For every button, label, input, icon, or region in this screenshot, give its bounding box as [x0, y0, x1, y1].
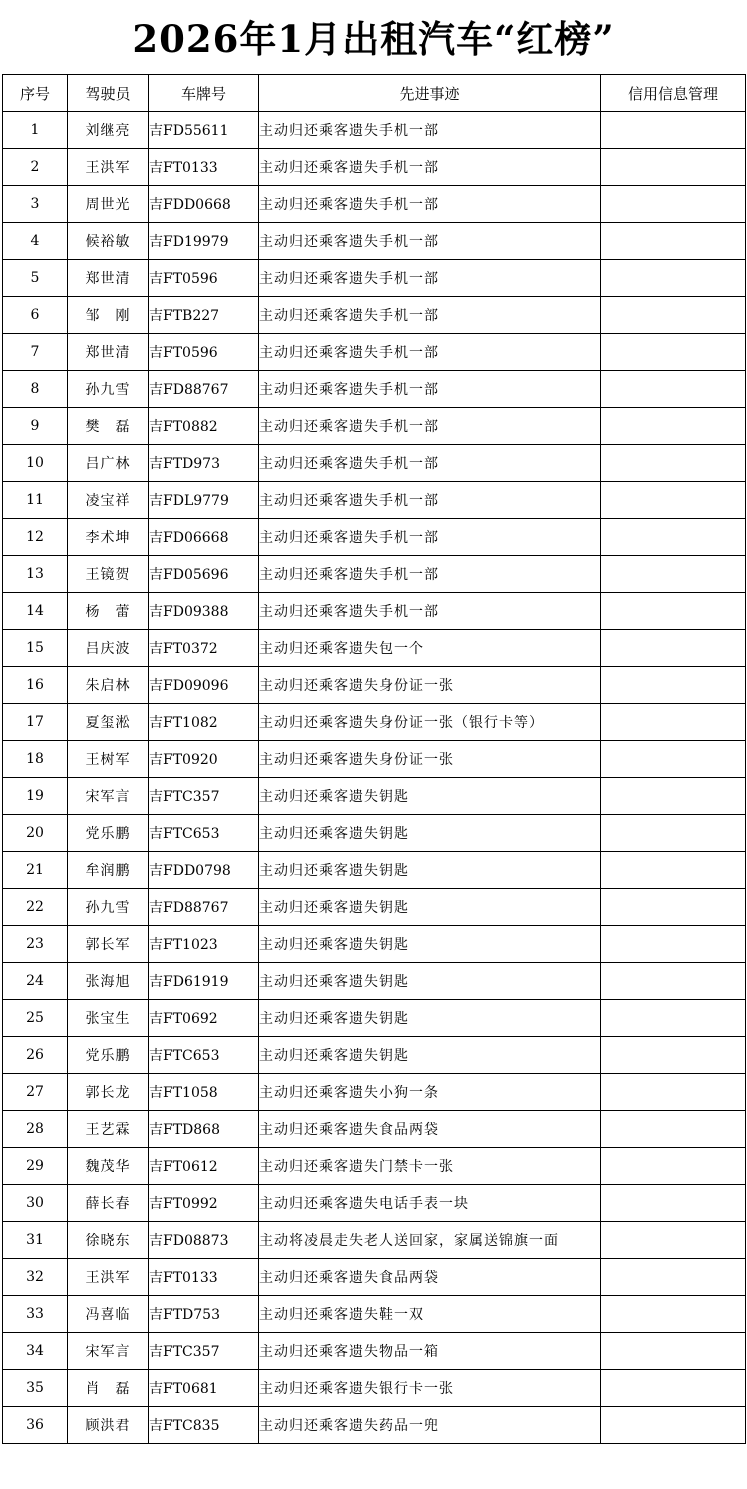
cell-credit-management: [601, 630, 746, 667]
cell-driver: 郑世清: [68, 260, 149, 297]
cell-plate-number: 吉FT0596: [149, 260, 259, 297]
table-row: [3, 260, 746, 297]
cell-good-deed: 主动归还乘客遗失钥匙: [259, 1000, 601, 1037]
cell-credit-management: [601, 741, 746, 778]
table-row: [3, 149, 746, 186]
cell-good-deed: 主动归还乘客遗失钥匙: [259, 926, 601, 963]
cell-plate-number: 吉FT0992: [149, 1185, 259, 1222]
cell-credit-management: [601, 112, 746, 149]
cell-plate-number: 吉FT0692: [149, 1000, 259, 1037]
cell-good-deed: 主动归还乘客遗失手机一部: [259, 593, 601, 630]
table-row: [3, 482, 746, 519]
cell-good-deed: 主动归还乘客遗失手机一部: [259, 223, 601, 260]
table-row: [3, 889, 746, 926]
cell-serial-number: 11: [3, 482, 68, 519]
cell-plate-number: 吉FT0133: [149, 1259, 259, 1296]
cell-driver: 王镜贺: [68, 556, 149, 593]
cell-credit-management: [601, 926, 746, 963]
table-row: [3, 1370, 746, 1407]
cell-good-deed: 主动将凌晨走失老人送回家，家属送锦旗一面: [259, 1222, 601, 1259]
cell-credit-management: [601, 593, 746, 630]
cell-good-deed: 主动归还乘客遗失物品一箱: [259, 1333, 601, 1370]
cell-plate-number: 吉FD88767: [149, 889, 259, 926]
table-row: [3, 741, 746, 778]
cell-driver: 邹 刚: [68, 297, 149, 334]
cell-good-deed: 主动归还乘客遗失包一个: [259, 630, 601, 667]
cell-serial-number: 9: [3, 408, 68, 445]
cell-good-deed: 主动归还乘客遗失手机一部: [259, 519, 601, 556]
table-row: [3, 112, 746, 149]
cell-serial-number: 32: [3, 1259, 68, 1296]
cell-plate-number: 吉FTD753: [149, 1296, 259, 1333]
cell-serial-number: 21: [3, 852, 68, 889]
cell-plate-number: 吉FTB227: [149, 297, 259, 334]
cell-credit-management: [601, 519, 746, 556]
cell-plate-number: 吉FT0133: [149, 149, 259, 186]
header-plate-number: 车牌号: [149, 75, 259, 112]
table-row: [3, 1185, 746, 1222]
cell-driver: 郭长军: [68, 926, 149, 963]
cell-good-deed: 主动归还乘客遗失手机一部: [259, 112, 601, 149]
cell-good-deed: 主动归还乘客遗失钥匙: [259, 963, 601, 1000]
table-row: [3, 519, 746, 556]
cell-plate-number: 吉FD19979: [149, 223, 259, 260]
table-row: [3, 445, 746, 482]
cell-good-deed: 主动归还乘客遗失手机一部: [259, 149, 601, 186]
cell-plate-number: 吉FT0681: [149, 1370, 259, 1407]
header-serial-number: 序号: [3, 75, 68, 112]
table-row: [3, 1296, 746, 1333]
cell-plate-number: 吉FT0882: [149, 408, 259, 445]
cell-good-deed: 主动归还乘客遗失身份证一张（银行卡等）: [259, 704, 601, 741]
cell-serial-number: 30: [3, 1185, 68, 1222]
table-body: [3, 112, 746, 1444]
cell-driver: 郑世清: [68, 334, 149, 371]
cell-serial-number: 4: [3, 223, 68, 260]
cell-driver: 薛长春: [68, 1185, 149, 1222]
cell-good-deed: 主动归还乘客遗失鞋一双: [259, 1296, 601, 1333]
cell-driver: 张海旭: [68, 963, 149, 1000]
cell-serial-number: 5: [3, 260, 68, 297]
cell-credit-management: [601, 963, 746, 1000]
cell-good-deed: 主动归还乘客遗失药品一兜: [259, 1407, 601, 1444]
cell-credit-management: [601, 778, 746, 815]
cell-credit-management: [601, 1037, 746, 1074]
cell-plate-number: 吉FD55611: [149, 112, 259, 149]
table-row: [3, 1111, 746, 1148]
cell-plate-number: 吉FT0372: [149, 630, 259, 667]
cell-serial-number: 34: [3, 1333, 68, 1370]
cell-serial-number: 29: [3, 1148, 68, 1185]
table-row: [3, 593, 746, 630]
cell-plate-number: 吉FTC835: [149, 1407, 259, 1444]
honor-roll-table: [2, 74, 746, 1444]
cell-good-deed: 主动归还乘客遗失钥匙: [259, 1037, 601, 1074]
cell-driver: 宋军言: [68, 1333, 149, 1370]
table-row: [3, 1333, 746, 1370]
cell-driver: 魏茂华: [68, 1148, 149, 1185]
cell-good-deed: 主动归还乘客遗失手机一部: [259, 260, 601, 297]
cell-credit-management: [601, 1296, 746, 1333]
cell-good-deed: 主动归还乘客遗失钥匙: [259, 852, 601, 889]
cell-plate-number: 吉FTC357: [149, 1333, 259, 1370]
cell-plate-number: 吉FTC653: [149, 815, 259, 852]
cell-credit-management: [601, 297, 746, 334]
page-title: 2026年1月出租汽车“红榜”: [132, 17, 615, 61]
table-row: [3, 1074, 746, 1111]
table-row: [3, 556, 746, 593]
cell-serial-number: 10: [3, 445, 68, 482]
cell-good-deed: 主动归还乘客遗失钥匙: [259, 778, 601, 815]
cell-plate-number: 吉FTC653: [149, 1037, 259, 1074]
table-row: [3, 963, 746, 1000]
cell-driver: 王洪军: [68, 149, 149, 186]
cell-plate-number: 吉FT1023: [149, 926, 259, 963]
cell-good-deed: 主动归还乘客遗失手机一部: [259, 408, 601, 445]
cell-driver: 孙九雪: [68, 371, 149, 408]
cell-serial-number: 1: [3, 112, 68, 149]
cell-good-deed: 主动归还乘客遗失门禁卡一张: [259, 1148, 601, 1185]
table-row: [3, 778, 746, 815]
table-row: [3, 704, 746, 741]
cell-driver: 王艺霖: [68, 1111, 149, 1148]
cell-serial-number: 17: [3, 704, 68, 741]
cell-good-deed: 主动归还乘客遗失手机一部: [259, 556, 601, 593]
table-row: [3, 667, 746, 704]
table-row: [3, 297, 746, 334]
cell-driver: 党乐鹏: [68, 815, 149, 852]
cell-good-deed: 主动归还乘客遗失身份证一张: [259, 741, 601, 778]
cell-good-deed: 主动归还乘客遗失钥匙: [259, 889, 601, 926]
cell-driver: 党乐鹏: [68, 1037, 149, 1074]
cell-driver: 吕庆波: [68, 630, 149, 667]
table-row: [3, 334, 746, 371]
table-row: [3, 408, 746, 445]
cell-good-deed: 主动归还乘客遗失小狗一条: [259, 1074, 601, 1111]
cell-serial-number: 19: [3, 778, 68, 815]
table-header-row: [3, 75, 746, 112]
cell-credit-management: [601, 1000, 746, 1037]
cell-plate-number: 吉FT1082: [149, 704, 259, 741]
cell-serial-number: 22: [3, 889, 68, 926]
cell-credit-management: [601, 1148, 746, 1185]
cell-credit-management: [601, 445, 746, 482]
table-row: [3, 1222, 746, 1259]
cell-good-deed: 主动归还乘客遗失手机一部: [259, 297, 601, 334]
table-row: [3, 1148, 746, 1185]
cell-driver: 孙九雪: [68, 889, 149, 926]
header-good-deed: 先进事迹: [259, 75, 601, 112]
cell-serial-number: 3: [3, 186, 68, 223]
table-row: [3, 630, 746, 667]
cell-serial-number: 35: [3, 1370, 68, 1407]
cell-good-deed: 主动归还乘客遗失银行卡一张: [259, 1370, 601, 1407]
cell-driver: 周世光: [68, 186, 149, 223]
cell-serial-number: 14: [3, 593, 68, 630]
cell-good-deed: 主动归还乘客遗失食品两袋: [259, 1259, 601, 1296]
cell-serial-number: 27: [3, 1074, 68, 1111]
cell-plate-number: 吉FDD0668: [149, 186, 259, 223]
cell-driver: 朱启林: [68, 667, 149, 704]
cell-serial-number: 7: [3, 334, 68, 371]
cell-good-deed: 主动归还乘客遗失手机一部: [259, 445, 601, 482]
cell-driver: 樊 磊: [68, 408, 149, 445]
table-row: [3, 1259, 746, 1296]
cell-plate-number: 吉FD05696: [149, 556, 259, 593]
table-row: [3, 852, 746, 889]
cell-serial-number: 16: [3, 667, 68, 704]
cell-credit-management: [601, 815, 746, 852]
cell-good-deed: 主动归还乘客遗失手机一部: [259, 371, 601, 408]
cell-driver: 牟润鹏: [68, 852, 149, 889]
cell-plate-number: 吉FD09096: [149, 667, 259, 704]
header-credit-management: 信用信息管理: [601, 75, 746, 112]
cell-driver: 刘继亮: [68, 112, 149, 149]
cell-driver: 张宝生: [68, 1000, 149, 1037]
cell-credit-management: [601, 186, 746, 223]
cell-serial-number: 13: [3, 556, 68, 593]
cell-credit-management: [601, 260, 746, 297]
cell-serial-number: 8: [3, 371, 68, 408]
cell-plate-number: 吉FD88767: [149, 371, 259, 408]
cell-plate-number: 吉FDD0798: [149, 852, 259, 889]
cell-plate-number: 吉FTD868: [149, 1111, 259, 1148]
cell-serial-number: 31: [3, 1222, 68, 1259]
cell-serial-number: 26: [3, 1037, 68, 1074]
cell-credit-management: [601, 1407, 746, 1444]
cell-credit-management: [601, 1222, 746, 1259]
cell-credit-management: [601, 556, 746, 593]
table-row: [3, 815, 746, 852]
cell-serial-number: 12: [3, 519, 68, 556]
cell-serial-number: 15: [3, 630, 68, 667]
cell-credit-management: [601, 482, 746, 519]
cell-good-deed: 主动归还乘客遗失钥匙: [259, 815, 601, 852]
cell-plate-number: 吉FT0612: [149, 1148, 259, 1185]
header-driver: 驾驶员: [68, 75, 149, 112]
cell-credit-management: [601, 1259, 746, 1296]
cell-plate-number: 吉FD08873: [149, 1222, 259, 1259]
table-row: [3, 371, 746, 408]
table-row: [3, 1000, 746, 1037]
cell-credit-management: [601, 1074, 746, 1111]
cell-driver: 吕广林: [68, 445, 149, 482]
cell-serial-number: 18: [3, 741, 68, 778]
cell-driver: 夏玺淞: [68, 704, 149, 741]
cell-credit-management: [601, 852, 746, 889]
cell-good-deed: 主动归还乘客遗失食品两袋: [259, 1111, 601, 1148]
cell-serial-number: 25: [3, 1000, 68, 1037]
table-row: [3, 926, 746, 963]
cell-good-deed: 主动归还乘客遗失手机一部: [259, 186, 601, 223]
cell-plate-number: 吉FT0920: [149, 741, 259, 778]
cell-plate-number: 吉FD09388: [149, 593, 259, 630]
cell-credit-management: [601, 704, 746, 741]
table-row: [3, 223, 746, 260]
cell-credit-management: [601, 667, 746, 704]
cell-serial-number: 23: [3, 926, 68, 963]
cell-driver: 冯喜临: [68, 1296, 149, 1333]
cell-driver: 凌宝祥: [68, 482, 149, 519]
cell-plate-number: 吉FTC357: [149, 778, 259, 815]
cell-good-deed: 主动归还乘客遗失手机一部: [259, 482, 601, 519]
cell-serial-number: 36: [3, 1407, 68, 1444]
cell-plate-number: 吉FD06668: [149, 519, 259, 556]
cell-driver: 王树军: [68, 741, 149, 778]
cell-serial-number: 6: [3, 297, 68, 334]
cell-driver: 杨 蕾: [68, 593, 149, 630]
cell-credit-management: [601, 889, 746, 926]
cell-driver: 郭长龙: [68, 1074, 149, 1111]
cell-driver: 李术坤: [68, 519, 149, 556]
cell-serial-number: 24: [3, 963, 68, 1000]
cell-driver: 肖 磊: [68, 1370, 149, 1407]
cell-credit-management: [601, 1185, 746, 1222]
table-row: [3, 1407, 746, 1444]
cell-driver: 王洪军: [68, 1259, 149, 1296]
cell-serial-number: 20: [3, 815, 68, 852]
cell-credit-management: [601, 1333, 746, 1370]
cell-plate-number: 吉FTD973: [149, 445, 259, 482]
cell-credit-management: [601, 223, 746, 260]
cell-plate-number: 吉FDL9779: [149, 482, 259, 519]
cell-credit-management: [601, 1111, 746, 1148]
cell-plate-number: 吉FT1058: [149, 1074, 259, 1111]
cell-plate-number: 吉FT0596: [149, 334, 259, 371]
cell-good-deed: 主动归还乘客遗失身份证一张: [259, 667, 601, 704]
cell-driver: 宋军言: [68, 778, 149, 815]
cell-credit-management: [601, 334, 746, 371]
cell-driver: 顾洪君: [68, 1407, 149, 1444]
cell-serial-number: 33: [3, 1296, 68, 1333]
cell-plate-number: 吉FD61919: [149, 963, 259, 1000]
cell-serial-number: 2: [3, 149, 68, 186]
cell-credit-management: [601, 149, 746, 186]
cell-credit-management: [601, 408, 746, 445]
cell-serial-number: 28: [3, 1111, 68, 1148]
cell-good-deed: 主动归还乘客遗失电话手表一块: [259, 1185, 601, 1222]
table-row: [3, 1037, 746, 1074]
cell-credit-management: [601, 1370, 746, 1407]
cell-credit-management: [601, 371, 746, 408]
cell-driver: 徐晓东: [68, 1222, 149, 1259]
cell-good-deed: 主动归还乘客遗失手机一部: [259, 334, 601, 371]
table-row: [3, 186, 746, 223]
cell-driver: 候裕敏: [68, 223, 149, 260]
